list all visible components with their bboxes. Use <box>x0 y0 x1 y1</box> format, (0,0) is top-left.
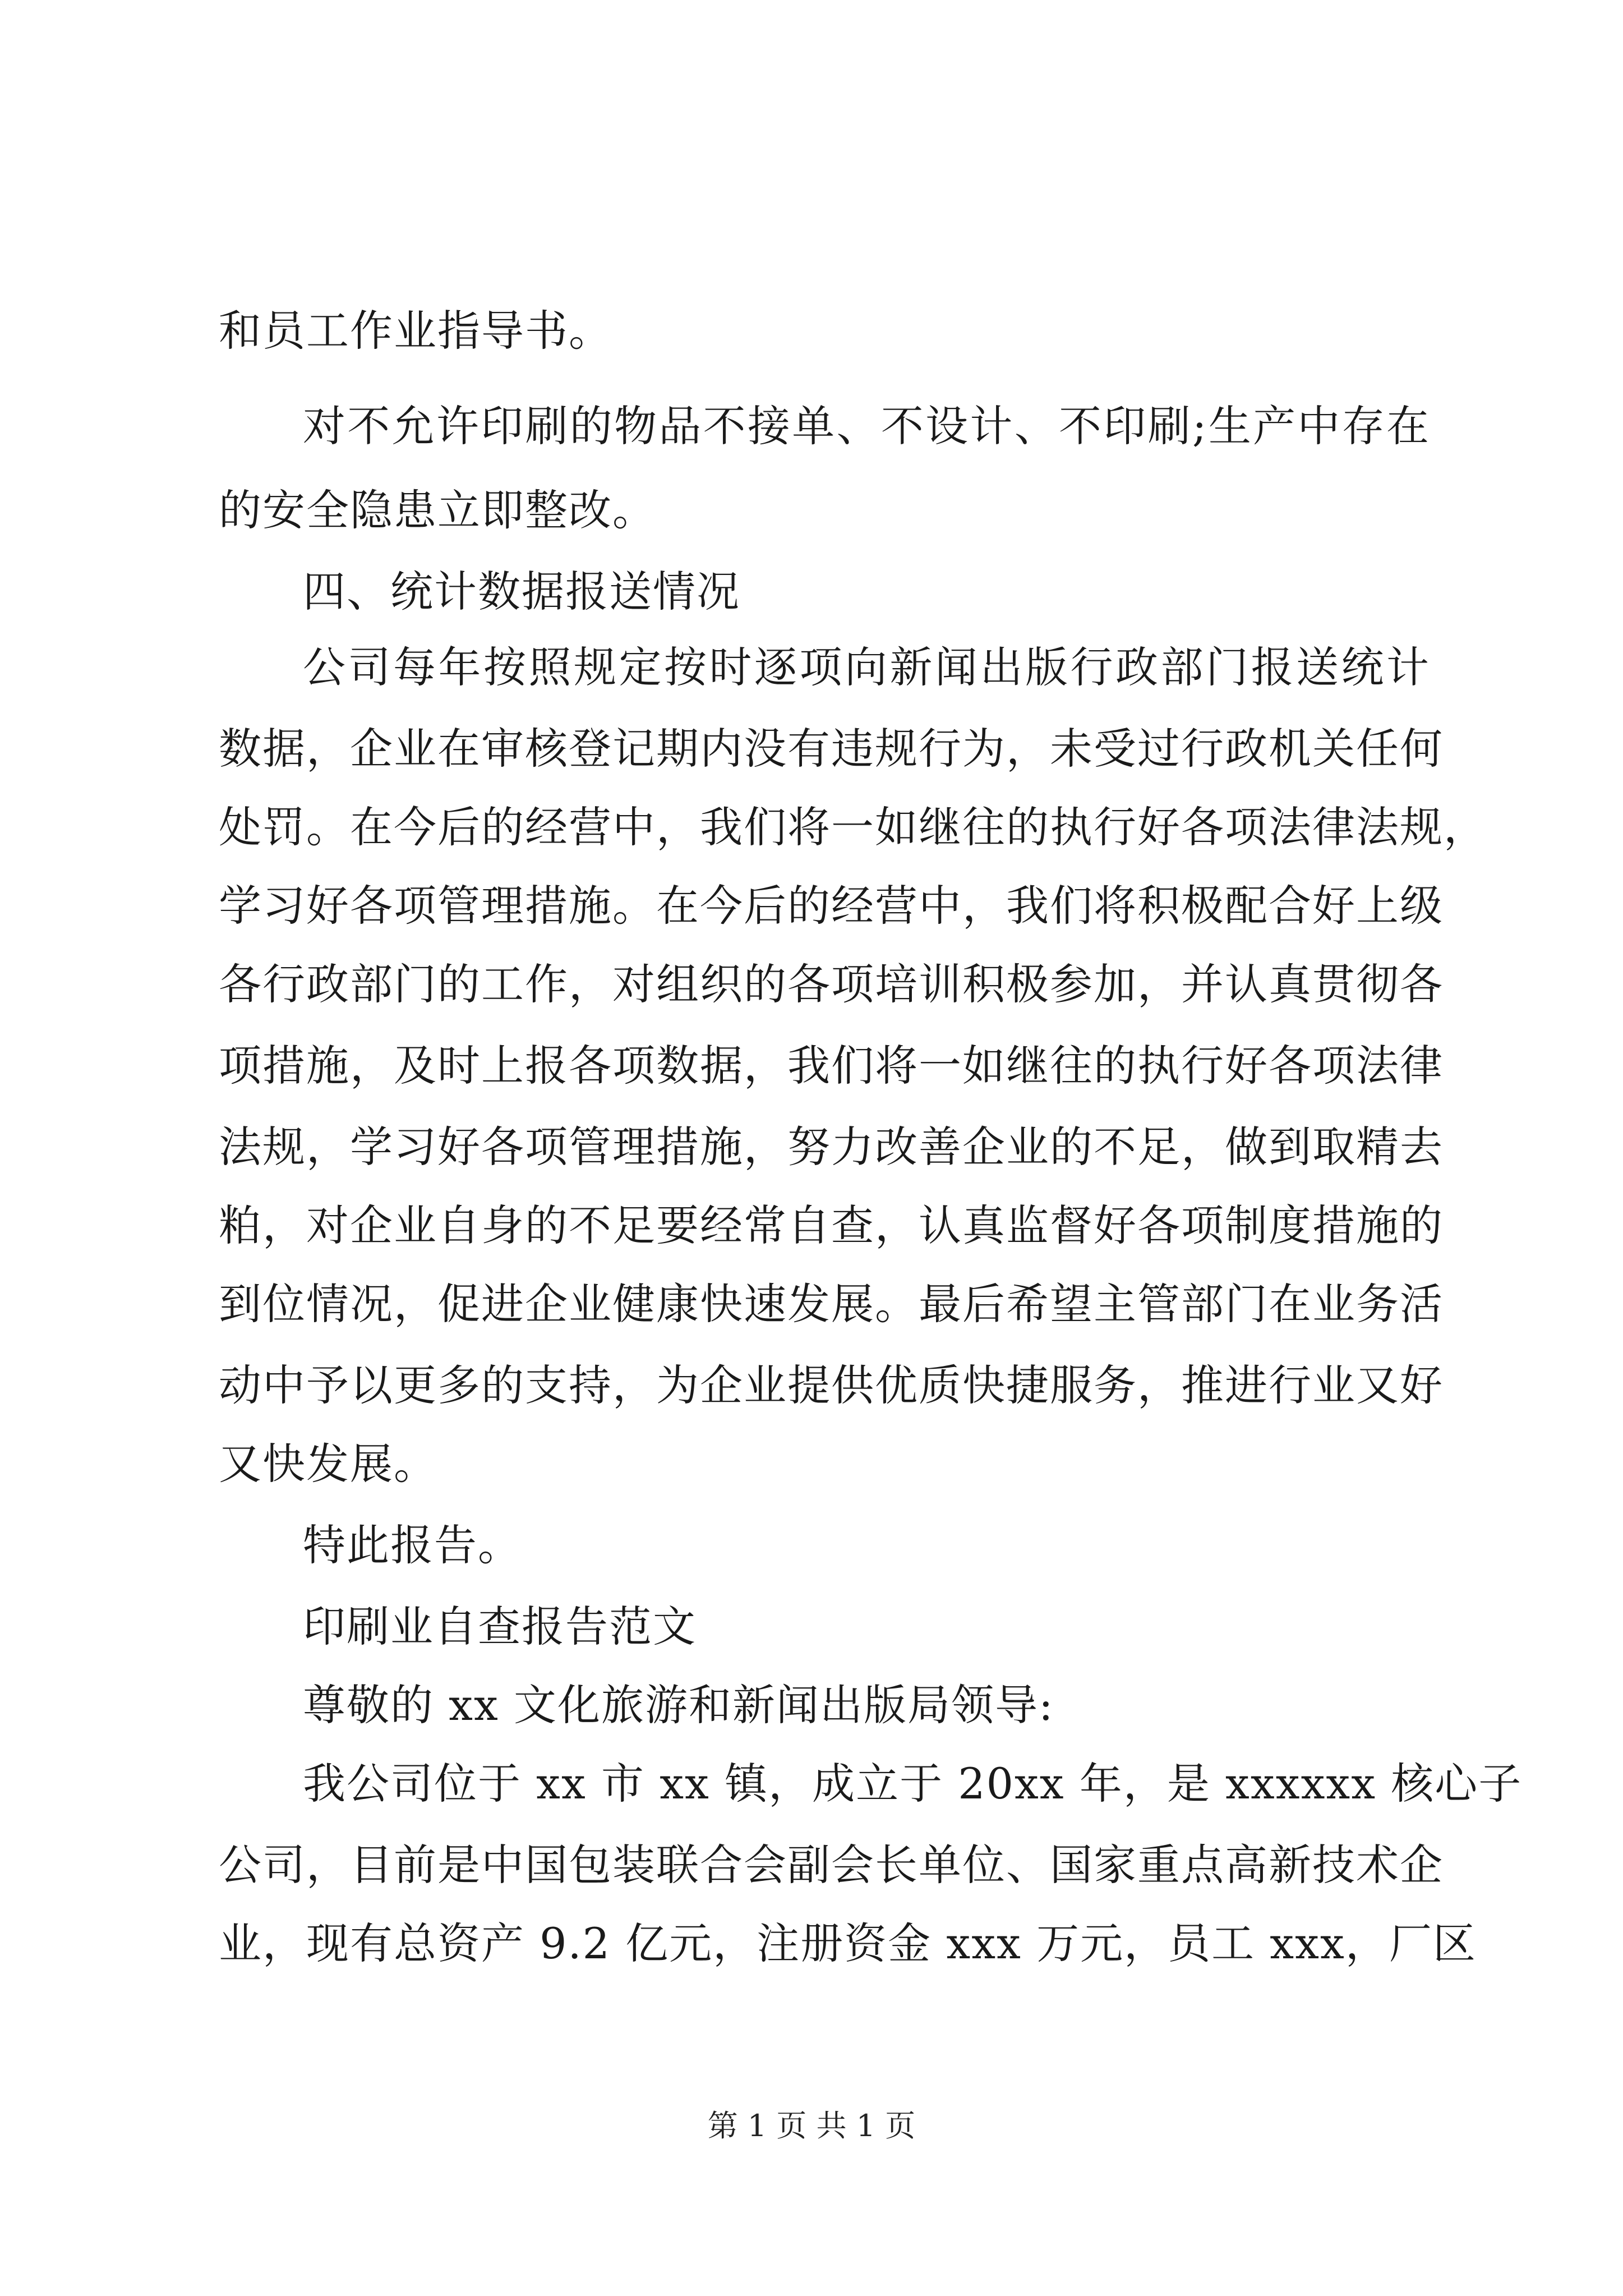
text-line: 和员工作业指导书。 <box>219 306 612 356</box>
text-line: 项措施，及时上报各项数据，我们将一如继往的执行好各项法律 <box>219 1041 1444 1091</box>
text-line: 处罚。在今后的经营中，我们将一如继往的执行好各项法律法规， <box>219 802 1487 852</box>
text-line: 到位情况，促进企业健康快速发展。最后希望主管部门在业务活 <box>219 1279 1444 1329</box>
text-line: 公司，目前是中国包装联合会副会长单位、国家重点高新技术企 <box>219 1840 1444 1890</box>
salutation: 尊敬的 xx 文化旅游和新闻出版局领导: <box>303 1680 1054 1730</box>
text-line: 各行政部门的工作，对组织的各项培训积极参加，并认真贯彻各 <box>219 959 1444 1009</box>
section-heading: 四、统计数据报送情况 <box>303 567 740 616</box>
text-line: 的安全隐患立即整改。 <box>219 485 656 535</box>
document-title: 印刷业自查报告范文 <box>303 1602 697 1651</box>
text-line: 公司每年按照规定按时逐项向新闻出版行政部门报送统计 <box>303 642 1430 692</box>
text-line: 数据，企业在审核登记期内没有违规行为，未受过行政机关任何 <box>219 724 1444 774</box>
text-line: 粕，对企业自身的不足要经常自查，认真监督好各项制度措施的 <box>219 1200 1444 1250</box>
text-line: 法规，学习好各项管理措施，努力改善企业的不足，做到取精去 <box>219 1122 1444 1172</box>
text-line: 对不允许印刷的物品不接单、不设计、不印刷;生产中存在 <box>303 401 1430 451</box>
closing-line: 特此报告。 <box>303 1520 522 1570</box>
page-number-footer: 第 1 页 共 1 页 <box>707 2108 916 2143</box>
text-line: 又快发展。 <box>219 1439 437 1489</box>
text-line: 动中予以更多的支持，为企业提供优质快捷服务，推进行业又好 <box>219 1360 1444 1410</box>
text-line: 业，现有总资产 9.2 亿元，注册资金 xxx 万元，员工 xxx，厂区 <box>219 1918 1477 1968</box>
text-line: 我公司位于 xx 市 xx 镇，成立于 20xx 年，是 xxxxxx 核心子 <box>303 1759 1523 1809</box>
text-line: 学习好各项管理措施。在今后的经营中，我们将积极配合好上级 <box>219 881 1444 931</box>
